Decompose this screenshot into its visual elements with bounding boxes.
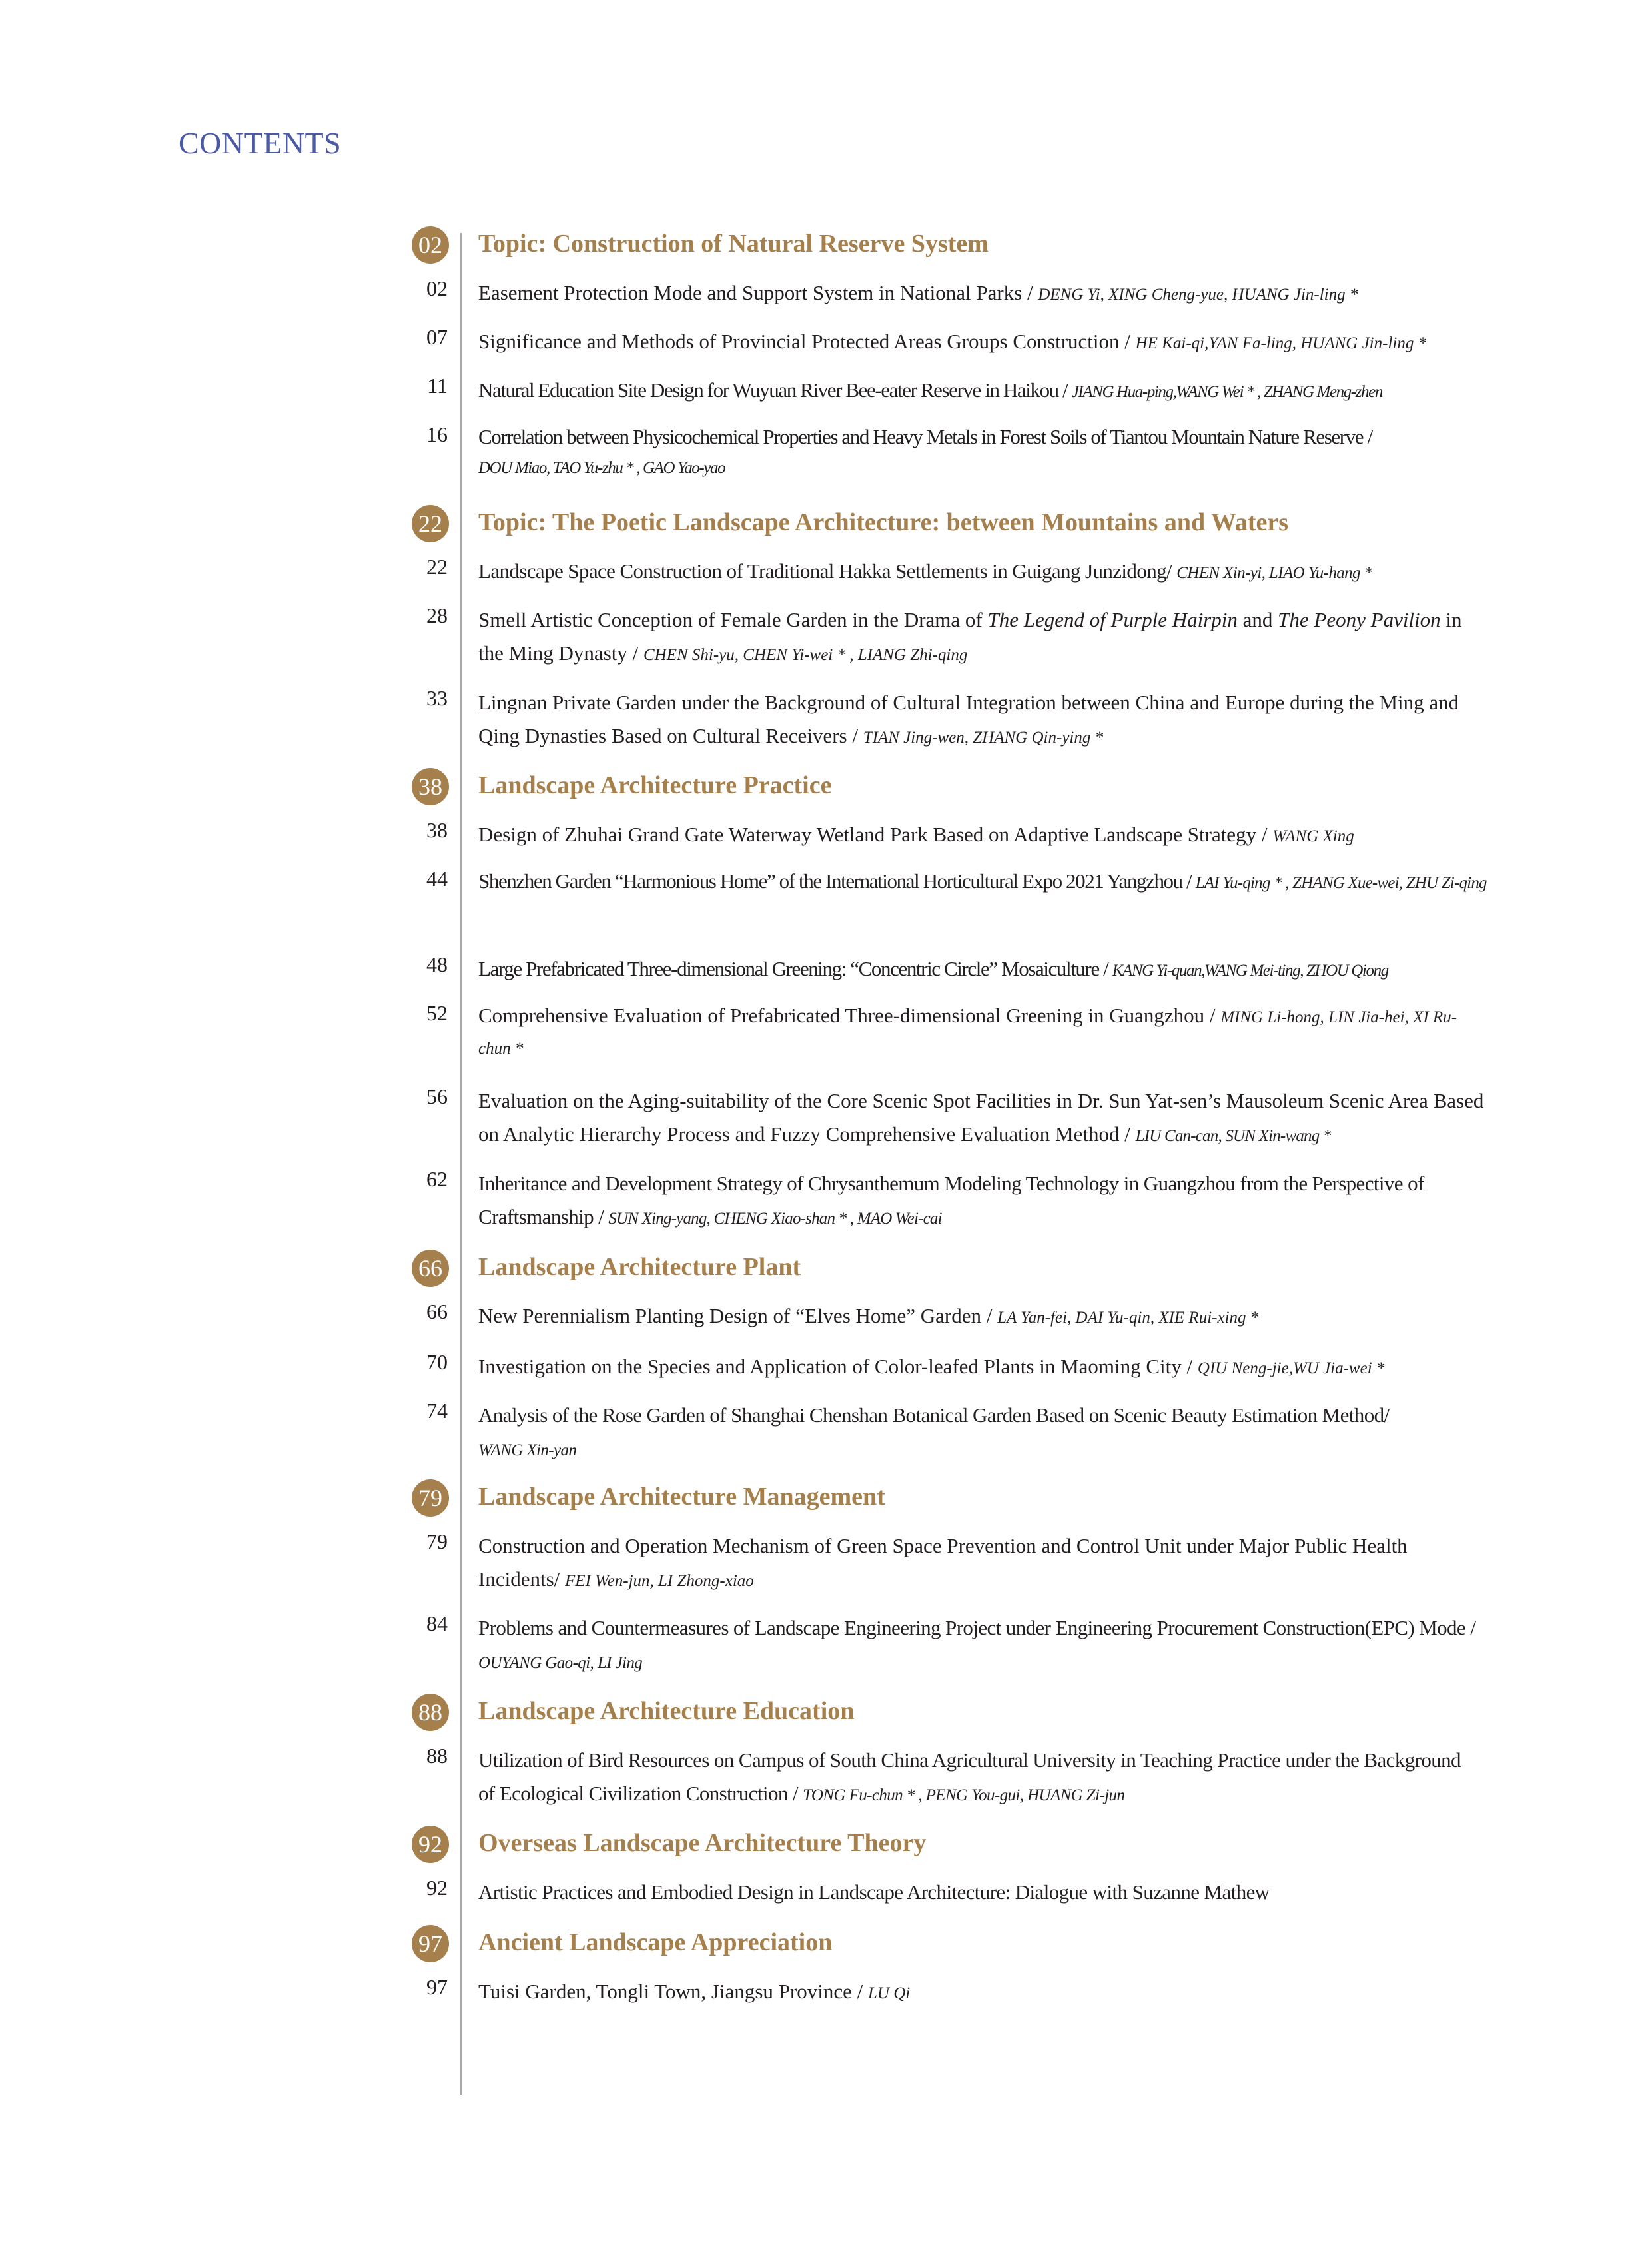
section-page-badge: 66	[412, 1250, 449, 1287]
entry-title: Investigation on the Species and Application of Color-leafed Plants in Maoming City	[478, 1355, 1182, 1378]
entry-page-number: 38	[426, 818, 448, 842]
entry-page-number: 74	[426, 1399, 448, 1423]
entry-authors: JIANG Hua-ping,WANG Wei * , ZHANG Meng-zhen	[1071, 383, 1382, 401]
entry-title-part: and	[1237, 608, 1278, 631]
entry-page-number: 56	[426, 1084, 448, 1108]
entry-title: New Perennialism Planting Design of “Elves Home” Garden	[478, 1304, 982, 1327]
entry-authors: DOU Miao, TAO Yu-zhu * , GAO Yao-yao	[478, 459, 725, 477]
entry-title-italic: The Legend of Purple Hairpin	[987, 608, 1238, 631]
entry-text: Significance and Methods of Provincial Protected Areas Groups Construction / HE Kai-qi,YAN Fa-ling, HUANG Jin-ling *	[478, 330, 1427, 353]
entry-title: Significance and Methods of Provincial Protected Areas Groups Construction	[478, 330, 1120, 353]
section-page-badge: 92	[412, 1826, 449, 1863]
entry-authors: CHEN Shi-yu, CHEN Yi-wei * , LIANG Zhi-qing	[643, 646, 968, 664]
entry-authors: LU Qi	[867, 1984, 911, 2002]
entry-title: Landscape Space Construction of Traditional Hakka Settlements in Guigang Junzidong	[478, 560, 1167, 583]
entry-text: Smell Artistic Conception of Female Garden in the Drama of The Legend of Purple Hairpin and The Peony Pavilion in the Ming Dynasty / CHEN Shi-yu, CHEN Yi-wei * , LIANG Zhi-qing	[478, 608, 1462, 665]
entry-text: Design of Zhuhai Grand Gate Waterway Wetland Park Based on Adaptive Landscape Strategy / WANG Xing	[478, 823, 1354, 846]
entry-text: Tuisi Garden, Tongli Town, Jiangsu Province / LU Qi	[478, 1980, 911, 2003]
page-title: CONTENTS	[179, 126, 342, 160]
entry-authors: LIU Can-can, SUN Xin-wang *	[1135, 1127, 1331, 1145]
entry-title: Lingnan Private Garden under the Background of Cultural Integration between China and Europe during the Ming and Qing Dynasties Based on Cultural Receivers	[478, 691, 1459, 747]
entry-title: Tuisi Garden, Tongli Town, Jiangsu Province	[478, 1980, 852, 2003]
entry-title: Correlation between Physicochemical Properties and Heavy Metals in Forest Soils of Tiantou Mountain Nature Reserve	[478, 425, 1364, 448]
entry-title-part: in the Ming Dynasty	[478, 608, 1462, 665]
entry-text: Evaluation on the Aging-suitability of the Core Scenic Spot Facilities in Dr. Sun Yat-sen’s Mausoleum Scenic Area Based on Analytic Hierarchy Process and Fuzzy Comprehensive Evaluation Method / LIU Can-can, SUN Xin-wang *	[478, 1089, 1484, 1146]
section-page-badge: 02	[412, 226, 449, 264]
entry-authors: MING Li-hong, LIN Jia-hei, XI Ru-chun *	[478, 1008, 1457, 1058]
entry-text: Analysis of the Rose Garden of Shanghai Chenshan Botanical Garden Based on Scenic Beauty Estimation Method/ WANG Xin-yan	[478, 1403, 1390, 1459]
entry-title: Easement Protection Mode and Support System in National Parks	[478, 281, 1023, 304]
section-title[interactable]: Landscape Architecture Management	[478, 1483, 885, 1511]
entry-text: New Perennialism Planting Design of “Elves Home” Garden / LA Yan-fei, DAI Yu-qin, XIE Rui-xing *	[478, 1304, 1259, 1327]
entry-title: Comprehensive Evaluation of Prefabricated Three-dimensional Greening in Guangzhou	[478, 1004, 1205, 1027]
entry-title: Analysis of the Rose Garden of Shanghai Chenshan Botanical Garden Based on Scenic Beauty Estimation Method	[478, 1403, 1384, 1427]
entry-title-italic: The Peony Pavilion	[1278, 608, 1441, 631]
entry-page-number: 44	[426, 867, 448, 891]
entry-page-number: 84	[426, 1611, 448, 1635]
entry-page-number: 52	[426, 1001, 448, 1025]
entry-title: Large Prefabricated Three-dimensional Greening: “Concentric Circle” Mosaiculture	[478, 957, 1099, 980]
entry-page-number: 92	[426, 1876, 448, 1900]
entry-title: Design of Zhuhai Grand Gate Waterway Wetland Park Based on Adaptive Landscape Strategy	[478, 823, 1257, 846]
entry-text: Inheritance and Development Strategy of Chrysanthemum Modeling Technology in Guangzhou from the Perspective of Craftsmanship / SUN Xing-yang, CHENG Xiao-shan * , MAO Wei-cai	[478, 1172, 1424, 1228]
entry-page-number: 11	[427, 374, 448, 398]
entry-page-number: 70	[426, 1350, 448, 1374]
entry-page-number: 79	[426, 1529, 448, 1553]
entry-text: Construction and Operation Mechanism of Green Space Prevention and Control Unit under Major Public Health Incidents/ FEI Wen-jun, LI Zhong-xiao	[478, 1534, 1408, 1591]
entry-authors: WANG Xing	[1272, 827, 1354, 845]
section-page-badge: 97	[412, 1925, 449, 1962]
section-page-badge: 22	[412, 505, 449, 542]
entry-page-number: 28	[426, 603, 448, 627]
entry-authors: DENG Yi, XING Cheng-yue, HUANG Jin-ling *	[1038, 286, 1358, 304]
entry-page-number: 48	[426, 952, 448, 976]
entry-page-number: 33	[426, 686, 448, 710]
entry-authors: TONG Fu-chun * , PENG You-gui, HUANG Zi-jun	[803, 1786, 1125, 1804]
entry-authors: TIAN Jing-wen, ZHANG Qin-ying *	[863, 729, 1104, 747]
entry-page-number: 97	[426, 1975, 448, 1999]
section-page-badge: 38	[412, 768, 449, 805]
entry-title: Inheritance and Development Strategy of Chrysanthemum Modeling Technology in Guangzhou from the Perspective of Craftsmanship	[478, 1172, 1424, 1228]
divider-line	[460, 233, 462, 2095]
entry-text: Easement Protection Mode and Support System in National Parks / DENG Yi, XING Cheng-yue, HUANG Jin-ling *	[478, 281, 1358, 304]
section-title[interactable]: Landscape Architecture Practice	[478, 771, 832, 799]
entry-authors: QIU Neng-jie,WU Jia-wei *	[1197, 1359, 1385, 1377]
section-page-badge: 88	[412, 1694, 449, 1731]
entry-text: Large Prefabricated Three-dimensional Greening: “Concentric Circle” Mosaiculture / KANG Yi-quan,WANG Mei-ting, ZHOU Qiong	[478, 957, 1388, 980]
entry-authors: OUYANG Gao-qi, LI Jing	[478, 1654, 643, 1672]
entry-text: Problems and Countermeasures of Landscape Engineering Project under Engineering Procurement Construction(EPC) Mode / OUYANG Gao-qi, LI Jing	[478, 1616, 1476, 1672]
section-page-badge: 79	[412, 1479, 449, 1517]
section-title[interactable]: Topic: Construction of Natural Reserve System	[478, 230, 989, 258]
section-title[interactable]: Landscape Architecture Plant	[478, 1253, 801, 1281]
entry-authors: HE Kai-qi,YAN Fa-ling, HUANG Jin-ling *	[1135, 334, 1427, 352]
section-title[interactable]: Ancient Landscape Appreciation	[478, 1928, 833, 1956]
entry-page-number: 07	[426, 325, 448, 349]
entry-authors: KANG Yi-quan,WANG Mei-ting, ZHOU Qiong	[1112, 962, 1388, 980]
entry-text: Natural Education Site Design for Wuyuan River Bee-eater Reserve in Haikou / JIANG Hua-ping,WANG Wei * , ZHANG Meng-zhen	[478, 378, 1382, 402]
section-title[interactable]: Landscape Architecture Education	[478, 1697, 855, 1725]
entry-authors: CHEN Xin-yi, LIAO Yu-hang *	[1176, 564, 1372, 582]
entry-text: Lingnan Private Garden under the Background of Cultural Integration between China and Europe during the Ming and Qing Dynasties Based on Cultural Receivers / TIAN Jing-wen, ZHANG Qin-ying *	[478, 691, 1459, 747]
entry-authors: LA Yan-fei, DAI Yu-qin, XIE Rui-xing *	[997, 1309, 1259, 1327]
entry-page-number: 22	[426, 555, 448, 579]
entry-page-number: 66	[426, 1300, 448, 1323]
entry-text: Correlation between Physicochemical Properties and Heavy Metals in Forest Soils of Tiantou Mountain Nature Reserve / DOU Miao, TAO Yu-zhu * , GAO Yao-yao	[478, 425, 1372, 477]
entry-title: Problems and Countermeasures of Landscape Engineering Project under Engineering Procurement Construction(EPC) Mode	[478, 1616, 1466, 1639]
entry-title: Artistic Practices and Embodied Design in Landscape Architecture: Dialogue with Suzanne Mathew	[478, 1880, 1270, 1904]
entry-title: Construction and Operation Mechanism of Green Space Prevention and Control Unit under Major Public Health Incidents	[478, 1534, 1408, 1591]
entry-text	[478, 1876, 1491, 1909]
entry-title-part: Smell Artistic Conception of Female Garden in the Drama of	[478, 608, 988, 631]
entry-text: Comprehensive Evaluation of Prefabricated Three-dimensional Greening in Guangzhou / MING Li-hong, LIN Jia-hei, XI Ru-chun *	[478, 1004, 1457, 1058]
entry-text: Shenzhen Garden “Harmonious Home” of the International Horticultural Expo 2021 Yangzhou / LAI Yu-qing * , ZHANG Xue-wei, ZHU Zi-qing	[478, 869, 1487, 893]
entry-text: Investigation on the Species and Application of Color-leafed Plants in Maoming City / QIU Neng-jie,WU Jia-wei *	[478, 1355, 1385, 1378]
entry-authors: FEI Wen-jun, LI Zhong-xiao	[565, 1572, 754, 1590]
entry-page-number: 62	[426, 1167, 448, 1191]
entry-text: Landscape Space Construction of Traditional Hakka Settlements in Guigang Junzidong/ CHEN Xin-yi, LIAO Yu-hang *	[478, 560, 1372, 583]
entry-authors: SUN Xing-yang, CHENG Xiao-shan * , MAO Wei-cai	[608, 1210, 942, 1228]
entry-page-number: 16	[426, 422, 448, 446]
section-title[interactable]: Topic: The Poetic Landscape Architecture: between Mountains and Waters	[478, 508, 1288, 536]
entry-title: Evaluation on the Aging-suitability of the Core Scenic Spot Facilities in Dr. Sun Yat-sen’s Mausoleum Scenic Area Based on Analytic Hierarchy Process and Fuzzy Comprehensive Evaluation Method	[478, 1089, 1484, 1146]
entry-title: Shenzhen Garden “Harmonious Home” of the International Horticultural Expo 2021 Yangzhou	[478, 869, 1182, 893]
entry-authors: LAI Yu-qing * , ZHANG Xue-wei, ZHU Zi-qing	[1195, 874, 1487, 892]
entry-page-number: 02	[426, 276, 448, 300]
entry-title: Natural Education Site Design for Wuyuan River Bee-eater Reserve in Haikou	[478, 378, 1058, 402]
entry-authors: WANG Xin-yan	[478, 1441, 577, 1459]
entry-page-number: 88	[426, 1744, 448, 1768]
entry-text: Utilization of Bird Resources on Campus of South China Agricultural University in Teaching Practice under the Background of Ecological Civilization Construction / TONG Fu-chun * , PENG You-gui, HUANG Zi-jun	[478, 1748, 1461, 1805]
entry-title: Utilization of Bird Resources on Campus of South China Agricultural University in Teaching Practice under the Background of Ecological Civilization Construction	[478, 1748, 1461, 1805]
section-title[interactable]: Overseas Landscape Architecture Theory	[478, 1829, 927, 1857]
